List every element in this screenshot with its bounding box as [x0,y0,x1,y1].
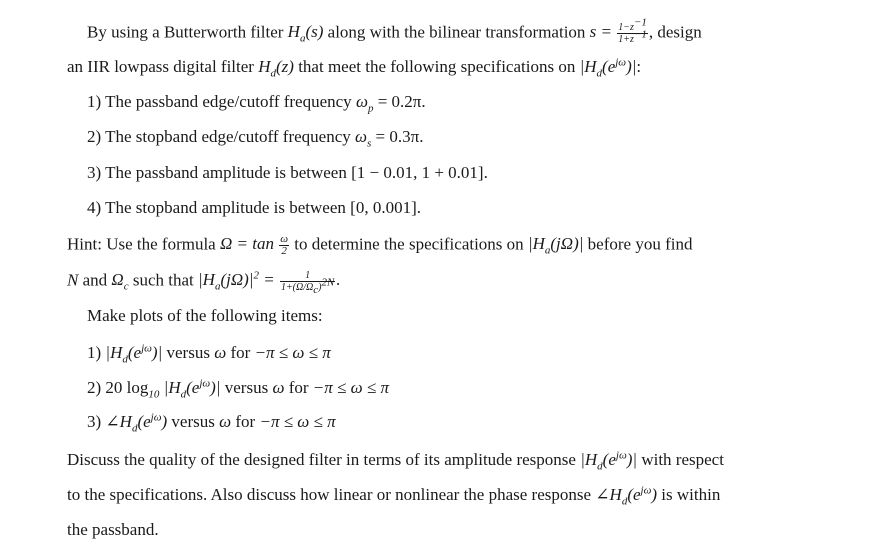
bilinear-fraction: $\frac{1-z^{-1}}{1+z^{-1}}$ [618,16,647,45]
math-omega-c: $\Omega_c$ [111,270,129,293]
plot-for: for [288,378,309,397]
plot-versus: versus [166,343,210,362]
plot-for: for [235,412,256,431]
intro-text-1c: , design [648,22,702,42]
math-db-magnitude: 20 $\log_{10} |H_d(e^{j\omega})|$ [105,377,221,401]
math-bilinear: s = $\frac{1-z^{-1}}{1+z^{-1}}$ [589,16,647,45]
discuss-text-2b: is within [661,485,721,504]
spec-item [87,198,421,218]
math-wp: $\omega_p$ [355,92,374,115]
butterworth-fraction: $\frac{1}{1+(\Omega/\Omega_c)^{2N}}$ [280,270,335,296]
spec-text: The stopband edge/cutoff frequency [105,127,351,146]
plot-item [87,411,336,435]
plot-for: for [230,343,251,362]
math-omega: ω [219,412,232,431]
intro-text-2b: that meet the following specifications on [298,57,576,76]
intro-text-1a: By using a Butterworth filter [87,22,284,42]
intro-line-1 [87,16,702,45]
math-N: N [67,270,79,290]
spec-number: 4) [87,198,102,217]
omega-over-two: $\frac{\omega}{2}$ [280,233,288,257]
spec-number: 2) [87,127,102,146]
hint-line-1 [67,234,692,257]
intro-text-2c: : [636,57,642,76]
spec-text: The stopband amplitude is between [105,198,346,217]
intro-line-2 [67,56,642,80]
discuss-line-2 [67,484,721,508]
plot-versus: versus [171,412,215,431]
math-Ha-s: $H_a(s)$ [287,22,324,45]
hint-line-2 [67,269,341,296]
spec-text: The passband amplitude is between [105,163,347,182]
math-phase: $\angle H_d(e^{j\omega})$ [595,484,658,508]
spec-expr: = 0.3π. [375,127,424,146]
spec-expr: [1 − 0.01, 1 + 0.01]. [351,163,488,182]
math-omega: ω [214,343,227,362]
math-butterworth-magnitude: $|H_a(j\Omega)|^2$ = $\frac{1}{1+(\Omega/\Omega_c)^{2N}}$ . [197,269,341,296]
intro-text-1b: along with the bilinear transformation [327,22,586,42]
spec-text: The passband edge/cutoff frequency [105,92,352,111]
math-phase: $\angle H_d(e^{j\omega})$ [105,411,168,435]
plot-item [87,342,331,366]
hint-text-a: Hint: Use the formula [67,234,216,254]
math-tan-formula: Ω = tan $\frac{\omega}{2}$ [219,233,288,257]
plot-number: 1) [87,343,102,362]
discuss-text-2a: to the specifications. Also discuss how linear or nonlinear the phase response [67,485,592,504]
plot-number: 3) [87,412,102,431]
intro-text-2a: an IIR lowpass digital filter [67,57,254,76]
spec-number: 3) [87,163,102,182]
plot-range: −π ≤ ω ≤ π [259,412,336,431]
math-omega: ω [272,378,285,397]
discuss-line-1 [67,449,724,473]
hint-text-c: before you find [587,234,693,254]
spec-item [87,127,424,150]
hint-text-b: to determine the specifications on [294,234,524,254]
math-abs-Hd: $|H_d(e^{j\omega})|$ [580,449,638,473]
plot-range: −π ≤ ω ≤ π [312,378,389,397]
spec-expr: = 0.2π. [377,92,426,111]
discuss-text-1a: Discuss the quality of the designed filter in terms of its amplitude response [67,450,576,469]
spec-number: 1) [87,92,102,111]
math-abs-Ha: $|H_a(j\Omega)|$ [527,234,584,257]
hint-text-d: and [82,270,108,290]
spec-item [87,163,488,183]
math-ws: $\omega_s$ [355,127,372,150]
discuss-line-3: the passband. [67,520,159,539]
math-abs-Hd: $|H_d(e^{j\omega})|$ [105,342,163,366]
discuss-text-1b: with respect [641,450,724,469]
plot-number: 2) [87,378,102,397]
math-abs-Hd: $|H_d(e^{j\omega})|$ [579,56,637,80]
plots-intro: Make plots of the following items: [87,306,323,325]
hint-text-e: such that [132,270,194,290]
plot-versus: versus [224,378,269,397]
plot-item [87,377,389,401]
plot-range: −π ≤ ω ≤ π [254,343,331,362]
spec-item [87,92,426,115]
spec-expr: [0, 0.001]. [350,198,421,217]
math-Hd-z: $H_d(z)$ [258,57,294,80]
